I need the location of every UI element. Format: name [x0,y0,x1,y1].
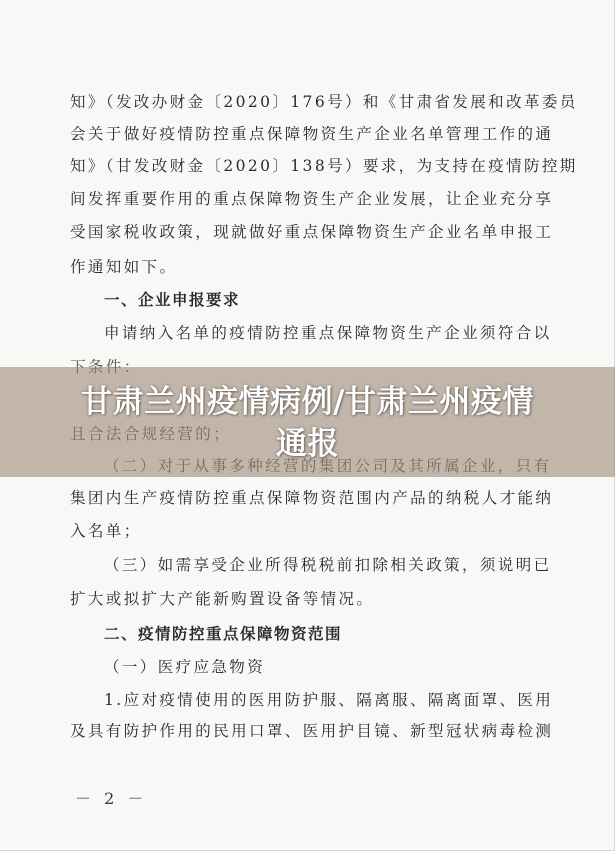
text-line: 间发挥重要作用的重点保障物资生产企业发展，让企业充分享 [70,190,554,208]
text-line: 入名单； [70,522,142,540]
banner-title-line1: 甘肃兰州疫情病例/甘肃兰州疫情 [81,384,534,420]
banner-title-line2: 通报 [276,426,339,462]
text-line: （三）如需享受企业所得税税前扣除相关政策，须说明已 [104,556,552,574]
text-line: 知》（发改办财金〔2020〕176号）和《甘肃省发展和改革委员 [70,93,578,111]
text-line: 扩大或拟扩大产能新购置设备等情况。 [70,590,375,608]
page-number: － 2 － [75,789,148,808]
section-heading: 一、企业申报要求 [104,291,241,309]
text-line: 申请纳入名单的疫情防控重点保障物资生产企业须符合以 [104,324,552,342]
text-line: 1.应对疫情使用的医用防护服、隔离服、隔离面罩、医用 [104,691,554,709]
text-line: 及具有防护作用的民用口罩、医用护目镜、新型冠状病毒检测 [70,722,554,740]
text-line: 知》（甘发改财金〔2020〕138号）要求，为支持在疫情防控期 [70,157,578,175]
text-line: 受国家税收政策，现就做好重点保障物资生产企业名单申报工 [70,223,554,241]
text-line: 会关于做好疫情防控重点保障物资生产企业名单管理工作的通 [70,125,554,143]
text-line: 作通知如下。 [70,258,178,276]
subsection-heading: （一）医疗应急物资 [104,658,266,676]
section-heading: 二、疫情防控重点保障物资范围 [104,625,343,643]
text-line: 集团内生产疫情防控重点保障物资范围内产品的纳税人才能纳 [70,489,554,507]
